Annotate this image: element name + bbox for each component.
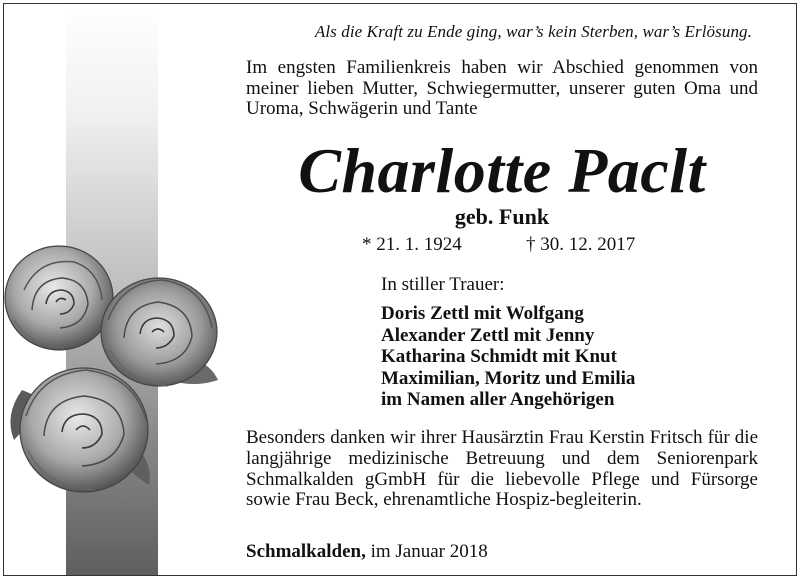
motto: Als die Kraft zu Ende ging, war’s kein Sterben, war’s Erlösung.	[314, 22, 752, 41]
death-date: † 30. 12. 2017	[526, 234, 636, 255]
mourner-name: Maximilian, Moritz und Emilia	[381, 367, 636, 389]
intro-text: Im engsten Familienkreis haben wir Abschied genommen von meiner lieben Mutter, Schwiegermutter, unserer guten Oma und Uroma, Schwägerin und Tante	[246, 57, 758, 119]
birth-date: * 21. 1. 1924	[362, 234, 462, 255]
place-city: Schmalkalden,	[246, 541, 366, 562]
mourner-name: im Namen aller Angehörigen	[381, 389, 615, 410]
rose-top-left	[5, 246, 113, 350]
mourning-label: In stiller Trauer:	[381, 274, 505, 295]
mourner-name: Katharina Schmidt mit Knut	[381, 346, 617, 367]
place-date-text: im Januar 2018	[370, 541, 488, 562]
obituary-card	[3, 3, 797, 576]
rose-bottom	[20, 368, 148, 492]
rose-right	[101, 278, 217, 386]
roses-image	[4, 240, 226, 502]
mourner-name: Doris Zettl mit Wolfgang	[381, 303, 584, 324]
maiden-name: geb. Funk	[454, 204, 550, 229]
place-date	[246, 541, 488, 563]
mourners-list	[381, 303, 635, 411]
deceased-name: Charlotte Paclt	[298, 135, 706, 206]
thanks-text: Besonders danken wir ihrer Hausärztin Frau Kerstin Fritsch für die langjährige medizinische Betreuung und dem Seniorenpark Schmalkalden gGmbH für die liebevolle Pflege und Fürsorge sowie Frau Beck, ehrenamtliche Hospiz-begleiterin.	[246, 427, 758, 511]
mourner-name: Alexander Zettl mit Jenny	[381, 324, 595, 346]
